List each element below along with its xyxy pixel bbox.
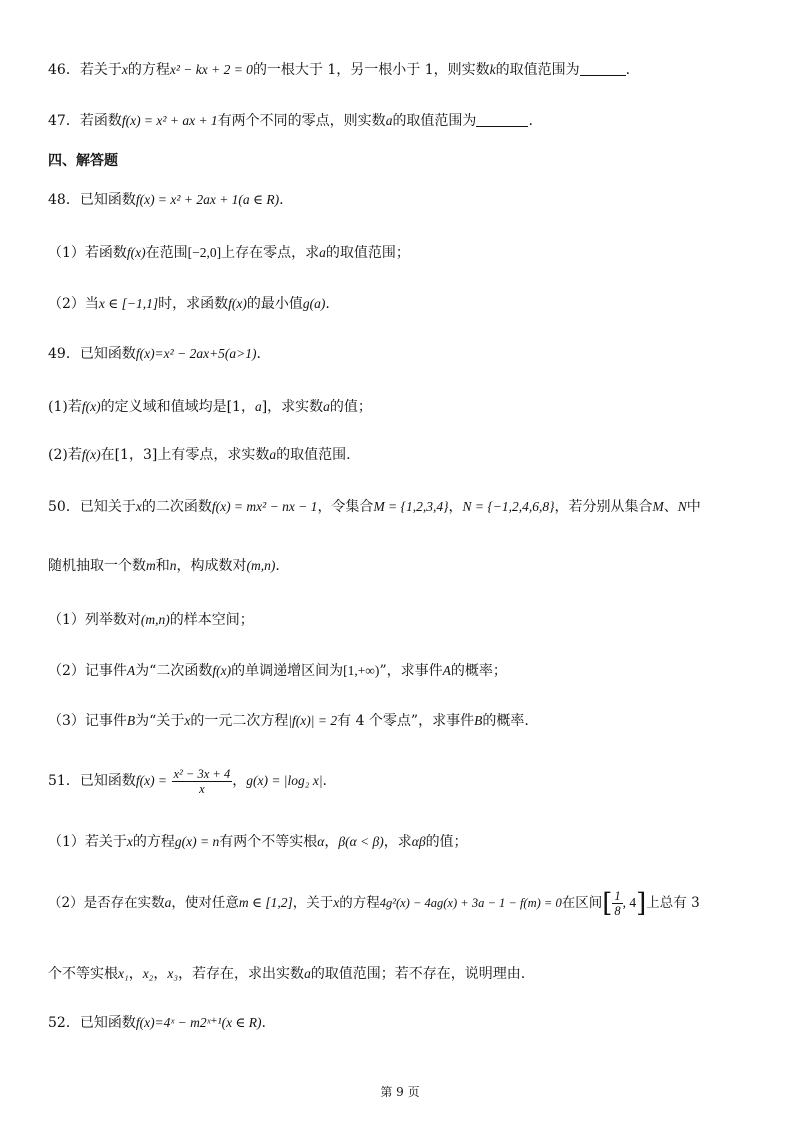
math-beta: β(α < β) [338,834,384,849]
math-pair: (m,n) [140,612,170,627]
text: 的取值范围； [325,245,410,261]
text: 的取值范围为 [392,113,477,129]
math-x: x [126,834,133,849]
question-50-part-3 [48,711,760,731]
math-f: f(x) [212,663,232,678]
part-label: （3） [48,713,85,729]
math-equation: 4g²(x) − 4ag(x) + 3a − 1 − f(m) = 0 [379,896,562,910]
question-50-part-2 [48,661,760,681]
math-x1: x₁ [118,966,129,981]
question-46 [48,60,760,80]
part-label: （1） [48,834,85,850]
question-number: 48． [48,192,80,208]
text: 已知关于 [79,499,136,515]
text: 的二次函数 [141,499,212,515]
math-a: a [254,399,262,414]
text: ，使对任意 [171,895,239,911]
interval-end: , 4 [622,895,637,910]
text: ，求 [383,834,412,850]
text: ， [232,773,247,789]
text: 的取值范围；若不存在，说明理由. [310,966,526,982]
math-m-range: m ∈ [1,2] [238,895,293,910]
question-51 [48,766,760,796]
text: ， [128,966,143,982]
math-a: a [304,966,311,981]
question-49 [48,344,760,364]
math-set-n: N = {−1,2,4,6,8} [462,499,555,514]
text: 列举数对 [84,612,141,628]
math-equation: |f(x)| = 2 [288,713,338,728]
math-f: f(x) [81,399,101,414]
text: 的一根大于 1，另一根小于 1，则实数 [252,62,490,78]
part-label: (2)若 [48,447,82,463]
text: . [275,558,280,574]
text: . [625,62,631,78]
part-label: （2） [48,895,84,911]
text: 的样本空间； [169,612,254,628]
math-equation: g(x) = n [174,834,220,849]
left-bracket: [ [602,888,613,919]
text: 上存在零点，求 [221,245,320,261]
text: 在[1，3]上有零点，求实数 [100,447,270,463]
math-a: a [385,113,393,128]
text: 中 [686,499,701,515]
math-n: n [169,558,177,573]
part-label: （2） [48,663,85,679]
math-range: [−2,0] [187,245,222,260]
part-label: （1） [48,612,85,628]
text: 的值； [329,399,372,415]
section-heading: 四、解答题 [48,153,118,169]
text: 为“二次函数 [135,663,213,679]
text: . [256,346,261,362]
part-label: （2） [48,296,85,312]
question-number: 47． [48,113,80,129]
question-52 [48,1013,760,1033]
text: 的定义域和值域均是[1， [100,399,255,415]
text: 的单调递增区间为 [231,663,344,679]
question-49-part-1 [48,397,760,417]
text: 已知函数 [79,773,136,789]
math-x: x [184,713,191,728]
math-a: a [319,245,326,260]
right-bracket: ] [636,888,647,919]
math-a: a [164,895,172,910]
question-number: 51． [48,773,80,789]
math-condition: x ∈ [−1,1] [98,296,159,311]
text: 、 [663,499,678,515]
text: . [261,1015,266,1031]
text: 的概率； [450,663,507,679]
math-alpha-beta: αβ [411,834,426,849]
math-f: f(x) [228,296,247,311]
text: 已知函数 [79,192,136,208]
question-48-part-2 [48,294,760,314]
text: 有两个不等实根 [219,834,318,850]
text: . [279,192,284,208]
text: 的值； [425,834,468,850]
math-equation: f(x)=x² − 2ax+5(a>1) [135,346,257,361]
text: 在范围 [145,245,188,261]
text: 若关于 [79,62,122,78]
question-48 [48,190,760,210]
text: ， [324,834,339,850]
math-equation: f(x) = mx² − nx − 1 [211,499,318,514]
math-m: m [146,558,156,573]
text: 的最小值 [246,296,303,312]
question-50 [48,497,760,517]
text: 已知函数 [79,346,136,362]
part-label: （1） [48,245,85,261]
text: 和 [155,558,170,574]
question-number: 49． [48,346,80,362]
math-x: x [121,62,128,77]
question-50-part-1 [48,610,760,630]
math-a: a [323,399,330,414]
question-49-part-2 [48,445,760,465]
question-number: 50． [48,499,80,515]
math-equation: x² − kx + 2 = 0 [169,62,253,77]
question-51-line-3 [48,964,760,984]
page-number: 第 9 页 [380,1085,420,1099]
math-n-set: N [677,499,687,514]
text: 的方程 [339,895,380,911]
question-number: 52． [48,1015,80,1031]
math-g: g(x) = |log₂ x| [246,773,323,788]
question-48-part-1 [48,243,760,263]
math-x: x [135,499,142,514]
text: 记事件 [84,713,127,729]
math-event-a: A [442,663,451,678]
question-50-line-2 [48,556,760,576]
fraction-denominator: 8 [614,904,621,918]
math-event-b: B [126,713,136,728]
math-pair: (m,n) [246,558,276,573]
math-x: x [333,895,340,910]
text: 若函数 [84,245,127,261]
text: ， [448,499,463,515]
text: 时，求函数 [158,296,229,312]
math-fraction [172,767,233,796]
text: 随机抽取一个数 [48,558,146,574]
text: 的取值范围. [276,447,351,463]
math-x2: x₂ [142,966,154,981]
text: 的一元二次方程 [190,713,289,729]
math-event-b: B [474,713,483,728]
text: . [528,113,533,129]
text: 有 4 个零点”，求事件 [337,713,475,729]
text: ，构成数对 [176,558,247,574]
text: ，若分别从集合 [554,499,653,515]
math-f-lhs: f(x) = [135,773,168,788]
text: 已知函数 [79,1015,136,1031]
text: 为“关于 [135,713,185,729]
text: 记事件 [84,663,127,679]
part-label: (1)若 [48,399,82,415]
text: ”，求事件 [379,663,443,679]
math-equation: f(x) = x² + ax + 1 [121,113,218,128]
text: . [325,296,330,312]
math-f: f(x) [81,447,101,462]
text: ， [153,966,168,982]
question-47 [48,111,760,131]
fraction-numerator: x² − 3x + 4 [173,766,231,781]
question-51-part-2 [48,886,760,921]
math-m-set: M [652,499,664,514]
text: 的方程 [132,834,175,850]
math-event-a: A [126,663,136,678]
text: 上总有 3 [646,895,700,911]
answer-blank[interactable] [476,112,528,127]
text: . [322,773,327,789]
text: 的概率. [482,713,529,729]
fraction-denominator: x [199,781,205,796]
math-a: a [269,447,277,462]
text: 有两个不同的零点，则实数 [217,113,386,129]
math-g: g(a) [302,296,326,311]
math-equation: f(x)=4ˣ − m2ˣ⁺¹(x ∈ R) [135,1015,262,1030]
text: 当 [84,296,99,312]
question-51-part-1 [48,832,760,852]
math-x3: x₃ [167,966,179,981]
text: 的方程 [127,62,170,78]
math-k: k [489,62,496,77]
math-f: f(x) [126,245,146,260]
text: 的取值范围为 [495,62,580,78]
answer-blank[interactable] [580,61,626,76]
text: ，关于 [292,895,334,911]
text: 若函数 [79,113,122,129]
text: ，若存在，求出实数 [178,966,305,982]
text: ，令集合 [317,499,374,515]
text: 个不等实根 [48,966,118,982]
math-interval: [1,+∞) [343,663,380,678]
text: 是否存在实数 [83,895,165,911]
math-alpha: α [317,834,325,849]
question-number: 46． [48,62,80,78]
text: 在区间 [561,895,603,911]
text: 若关于 [84,834,127,850]
math-set-m: M = {1,2,3,4} [373,499,449,514]
fraction-numerator: 1 [614,889,621,903]
math-fraction [612,889,622,918]
text: ]，求实数 [261,399,324,415]
math-equation: f(x) = x² + 2ax + 1(a ∈ R) [135,192,280,207]
